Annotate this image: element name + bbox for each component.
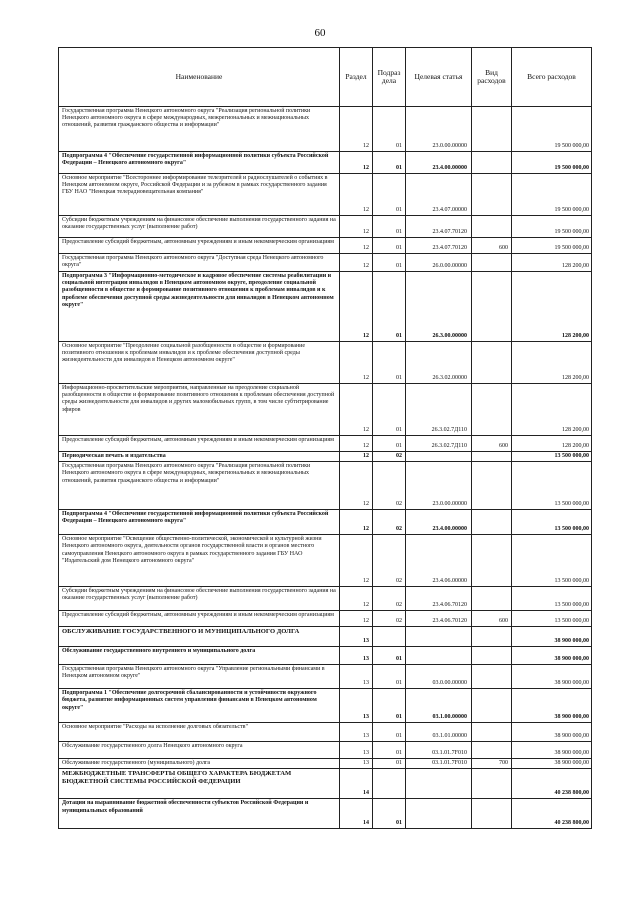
row-subsection: 01 (373, 216, 406, 238)
table-row (59, 723, 592, 742)
row-subsection: 01 (373, 689, 406, 723)
row-target (406, 452, 472, 462)
row-name: Обслуживание государственного долга Ненецкого автономного округа (59, 742, 340, 759)
row-name: Субсидии бюджетным учреждениям на финансовое обеспечение выполнения государственного задания на оказание государственных услуг (выполнение работ) (59, 216, 340, 238)
row-name: Субсидии бюджетным учреждениям на финансовое обеспечение выполнения государственного задания на оказание государственных услуг (выполнение работ) (59, 587, 340, 611)
row-total: 19 500 000,00 (512, 216, 592, 238)
row-total: 38 900 000,00 (512, 665, 592, 689)
row-subsection: 02 (373, 452, 406, 462)
table-row (59, 452, 592, 462)
row-section: 14 (340, 769, 373, 799)
row-section: 12 (340, 436, 373, 452)
row-total: 128 200,00 (512, 436, 592, 452)
row-type (472, 107, 512, 152)
row-name: Предоставление субсидий бюджетным, автономным учреждениям и иным некоммерческим организациям (59, 238, 340, 254)
row-type (472, 587, 512, 611)
row-target: 23.0.00.00000 (406, 107, 472, 152)
row-target: 26.3.02.7Д110 (406, 384, 472, 436)
row-name: ОБСЛУЖИВАНИЕ ГОСУДАРСТВЕННОГО И МУНИЦИПАЛЬНОГО ДОЛГА (59, 627, 340, 647)
row-section: 13 (340, 665, 373, 689)
row-total: 38 900 000,00 (512, 647, 592, 665)
table-row (59, 342, 592, 384)
row-total: 13 500 000,00 (512, 611, 592, 627)
row-target: 03.1.01.00000 (406, 723, 472, 742)
row-type (472, 152, 512, 174)
row-target: 03.1.00.00000 (406, 689, 472, 723)
row-subsection: 02 (373, 611, 406, 627)
row-target: 26.3.02.7Д110 (406, 436, 472, 452)
row-type (472, 384, 512, 436)
row-target: 26.3.02.00000 (406, 342, 472, 384)
row-total: 40 238 800,00 (512, 799, 592, 829)
row-subsection: 02 (373, 462, 406, 510)
row-name: Подпрограмма 3 "Информационно-методическое и кадровое обеспечение системы реабилитации и социальной интеграции инвалидов в Ненецком автономном округе, преодоление социальной разобщенности в обществе и формирование позитивного отношения к проблемам инвалидов и к проблеме обеспечения доступной среды жизнедеятельности для инвалидов в Ненецком автономном округе" (59, 272, 340, 342)
row-section: 13 (340, 647, 373, 665)
row-total: 38 900 000,00 (512, 759, 592, 769)
row-total: 13 500 000,00 (512, 587, 592, 611)
row-subsection: 02 (373, 510, 406, 535)
row-subsection: 01 (373, 174, 406, 216)
row-subsection: 01 (373, 152, 406, 174)
row-target: 23.4.06.70120 (406, 611, 472, 627)
table-row (59, 510, 592, 535)
row-total: 19 500 000,00 (512, 174, 592, 216)
row-type (472, 627, 512, 647)
row-target: 23.4.06.00000 (406, 535, 472, 587)
row-total: 128 200,00 (512, 272, 592, 342)
row-section: 14 (340, 799, 373, 829)
row-total: 19 500 000,00 (512, 107, 592, 152)
row-section: 12 (340, 611, 373, 627)
row-name: Государственная программа Ненецкого автономного округа "Реализация региональной политики Ненецкого автономного округа в сфере международных, межрегиональных и межнациональных отношений, развития гражданского общества и информации" (59, 107, 340, 152)
row-name: Предоставление субсидий бюджетным, автономным учреждениям и иным некоммерческим организациям (59, 611, 340, 627)
row-section: 12 (340, 510, 373, 535)
row-name: Подпрограмма 4 "Обеспечение государственной информационной политики субъекта Российской Федерации – Ненецкого автономного округа" (59, 510, 340, 535)
row-subsection: 01 (373, 384, 406, 436)
row-section: 12 (340, 174, 373, 216)
header-type: Вид расходов (472, 48, 512, 107)
row-subsection (373, 627, 406, 647)
row-total: 13 500 000,00 (512, 535, 592, 587)
row-target: 23.4.07.00000 (406, 174, 472, 216)
row-target: 03.0.00.00000 (406, 665, 472, 689)
row-section: 12 (340, 587, 373, 611)
row-name: Обслуживание государственного (муниципального) долга (59, 759, 340, 769)
table-row (59, 174, 592, 216)
row-subsection: 01 (373, 436, 406, 452)
row-section: 12 (340, 216, 373, 238)
row-target: 26.3.00.00000 (406, 272, 472, 342)
row-name: Основное мероприятие "Преодоление социальной разобщенности в обществе и формирование позитивного отношения к проблемам инвалидов и к проблеме обеспечения доступной среды жизнедеятельности для инвалидов в Ненецком автономном округе" (59, 342, 340, 384)
row-type (472, 665, 512, 689)
row-subsection: 01 (373, 107, 406, 152)
row-total: 19 500 000,00 (512, 238, 592, 254)
table-row (59, 384, 592, 436)
row-type (472, 742, 512, 759)
row-section: 12 (340, 384, 373, 436)
row-name: Государственная программа Ненецкого автономного округа "Доступная среда Ненецкого автономного округа" (59, 254, 340, 272)
header-target: Целевая статья (406, 48, 472, 107)
row-subsection: 01 (373, 272, 406, 342)
row-target (406, 647, 472, 665)
row-total: 40 238 800,00 (512, 769, 592, 799)
table-row (59, 216, 592, 238)
row-section: 13 (340, 742, 373, 759)
row-total: 13 500 000,00 (512, 452, 592, 462)
table-row (59, 254, 592, 272)
row-name: Периодическая печать и издательства (59, 452, 340, 462)
row-type: 600 (472, 238, 512, 254)
row-target (406, 799, 472, 829)
row-section: 12 (340, 107, 373, 152)
row-type (472, 647, 512, 665)
row-subsection: 01 (373, 759, 406, 769)
row-total: 128 200,00 (512, 342, 592, 384)
row-subsection: 01 (373, 723, 406, 742)
row-target: 03.1.01.7F010 (406, 742, 472, 759)
table-row (59, 535, 592, 587)
row-subsection: 01 (373, 799, 406, 829)
table-row (59, 107, 592, 152)
row-section: 12 (340, 342, 373, 384)
row-section: 12 (340, 254, 373, 272)
row-name: Подпрограмма 1 "Обеспечение долгосрочной сбалансированности и устойчивости окружного бюджета, развитие информационных систем управления финансами в Ненецком автономном округе" (59, 689, 340, 723)
table-row (59, 587, 592, 611)
row-section: 12 (340, 535, 373, 587)
table-row (59, 647, 592, 665)
row-section: 13 (340, 689, 373, 723)
row-total: 13 500 000,00 (512, 510, 592, 535)
table-body (59, 107, 592, 829)
row-section: 13 (340, 759, 373, 769)
row-type (472, 689, 512, 723)
header-total: Всего расходов (512, 48, 592, 107)
row-type (472, 799, 512, 829)
page-number: 60 (314, 27, 326, 39)
row-subsection: 01 (373, 238, 406, 254)
row-type (472, 462, 512, 510)
row-target (406, 769, 472, 799)
row-subsection: 02 (373, 535, 406, 587)
row-target: 23.4.00.00000 (406, 152, 472, 174)
row-name: Основное мероприятие "Расходы на исполнение долговых обязательств" (59, 723, 340, 742)
table-row (59, 611, 592, 627)
row-total: 128 200,00 (512, 384, 592, 436)
row-type (472, 254, 512, 272)
table-row (59, 436, 592, 452)
row-type (472, 216, 512, 238)
row-name: Предоставление субсидий бюджетным, автономным учреждениям и иным некоммерческим организациям (59, 436, 340, 452)
row-name: Государственная программа Ненецкого автономного округа "Реализация региональной политики Ненецкого автономного округа в сфере международных, межрегиональных и межнациональных отношений, развития гражданского общества и информации" (59, 462, 340, 510)
row-name: Информационно-просветительские мероприятия, направленные на преодоление социальной разобщенности в обществе и формирование позитивного отношения к проблемам обеспечения доступной среды жизнедеятельности для инвалидов и других маломобильных групп, в том числе субтитрирование эфиров (59, 384, 340, 436)
row-target: 03.1.01.7F010 (406, 759, 472, 769)
row-type (472, 535, 512, 587)
row-target: 23.4.07.70120 (406, 238, 472, 254)
table-row (59, 627, 592, 647)
table-row (59, 742, 592, 759)
row-type (472, 272, 512, 342)
row-name: Государственная программа Ненецкого автономного округа "Управление региональными финансами в Ненецком автономном округе" (59, 665, 340, 689)
row-subsection: 01 (373, 742, 406, 759)
row-subsection (373, 769, 406, 799)
row-target (406, 627, 472, 647)
row-type (472, 723, 512, 742)
row-type (472, 510, 512, 535)
row-section: 12 (340, 462, 373, 510)
row-subsection: 01 (373, 254, 406, 272)
row-total: 19 500 000,00 (512, 152, 592, 174)
row-name: МЕЖБЮДЖЕТНЫЕ ТРАНСФЕРТЫ ОБЩЕГО ХАРАКТЕРА БЮДЖЕТАМ БЮДЖЕТНОЙ СИСТЕМЫ РОССИЙСКОЙ ФЕДЕРАЦИИ (59, 769, 340, 799)
row-subsection: 01 (373, 342, 406, 384)
row-type (472, 769, 512, 799)
table-row (59, 759, 592, 769)
table-row (59, 769, 592, 799)
row-total: 38 900 000,00 (512, 723, 592, 742)
table-row (59, 665, 592, 689)
row-subsection: 01 (373, 647, 406, 665)
row-section: 12 (340, 452, 373, 462)
row-total: 128 200,00 (512, 254, 592, 272)
table-row (59, 689, 592, 723)
row-total: 38 900 000,00 (512, 627, 592, 647)
table-row (59, 152, 592, 174)
row-section: 12 (340, 152, 373, 174)
row-target: 23.4.06.70120 (406, 587, 472, 611)
table-row (59, 462, 592, 510)
row-subsection: 01 (373, 665, 406, 689)
header-name: Наименование (59, 48, 340, 107)
row-name: Основное мероприятие "Освещение общественно-политической, экономической и культурной жизни Ненецкого автономного округа, деятельности органов государственной власти и органов местного самоуправления Ненецкого автономного округа в рамках государственного задания ГБУ НАО "Издательский дом Ненецкого автономного округа" (59, 535, 340, 587)
table-header-row (59, 48, 592, 107)
row-section: 12 (340, 272, 373, 342)
row-total: 38 900 000,00 (512, 742, 592, 759)
table-row (59, 238, 592, 254)
row-section: 12 (340, 238, 373, 254)
table-row (59, 272, 592, 342)
table-row (59, 799, 592, 829)
row-subsection: 02 (373, 587, 406, 611)
row-type: 700 (472, 759, 512, 769)
row-type (472, 174, 512, 216)
row-type: 600 (472, 611, 512, 627)
row-target: 26.0.00.00000 (406, 254, 472, 272)
row-name: Основное мероприятие "Всестороннее информирование телезрителей и радиослушателей о событиях в Ненецком автономном округе, Российской Федерации и за рубежом в рамках государственного задания ГБУ НАО "Ненецкая телерадиовещательная компания" (59, 174, 340, 216)
row-name: Дотации на выравнивание бюджетной обеспеченности субъектов Российской Федерации и муниципальных образований (59, 799, 340, 829)
row-type (472, 342, 512, 384)
row-type: 600 (472, 436, 512, 452)
row-total: 38 900 000,00 (512, 689, 592, 723)
row-type (472, 452, 512, 462)
row-section: 13 (340, 627, 373, 647)
row-target: 23.0.00.00000 (406, 462, 472, 510)
budget-table (58, 47, 592, 829)
row-section: 13 (340, 723, 373, 742)
header-section: Раздел (340, 48, 373, 107)
header-subsection: Подраз дела (373, 48, 406, 107)
row-name: Подпрограмма 4 "Обеспечение государственной информационной политики субъекта Российской Федерации – Ненецкого автономного округа" (59, 152, 340, 174)
row-target: 23.4.07.70120 (406, 216, 472, 238)
row-name: Обслуживание государственного внутреннего и муниципального долга (59, 647, 340, 665)
row-total: 13 500 000,00 (512, 462, 592, 510)
row-target: 23.4.00.00000 (406, 510, 472, 535)
